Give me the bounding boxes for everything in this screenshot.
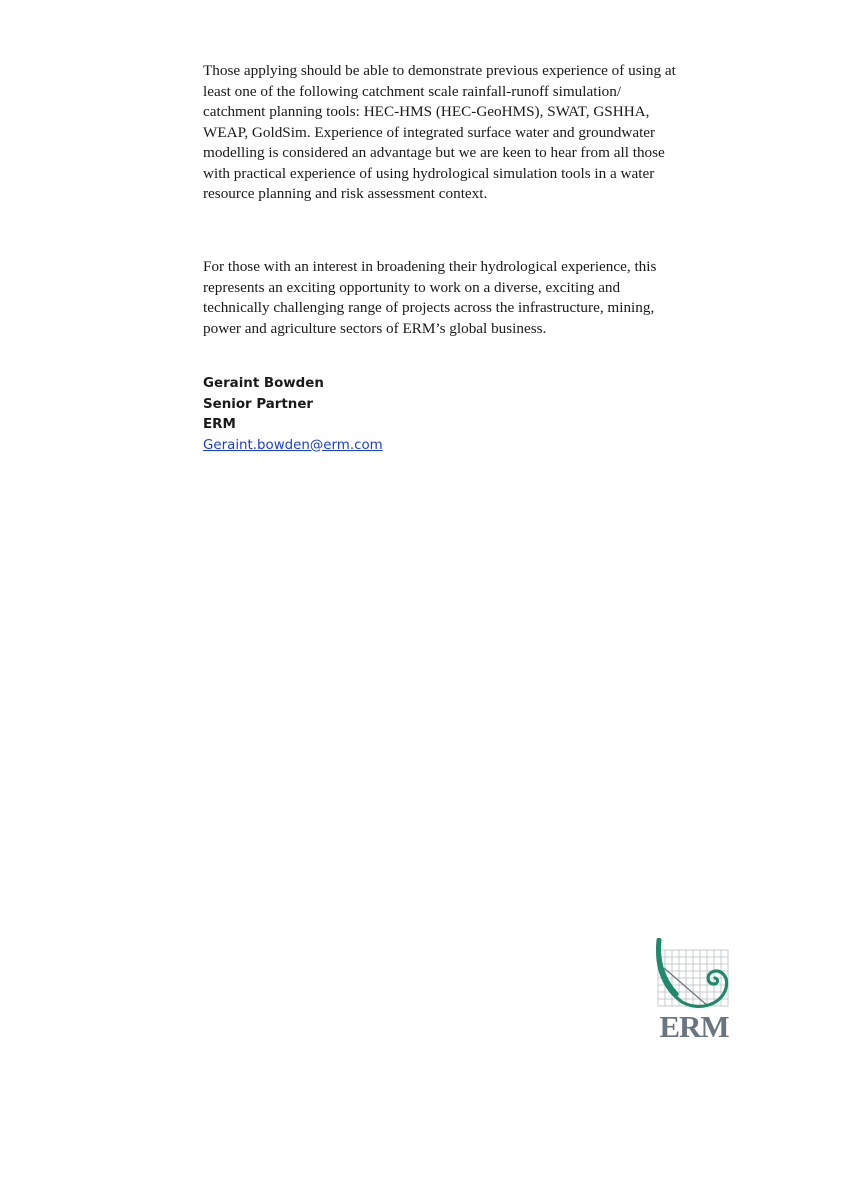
paragraph-line: Those applying should be able to demonstrate previous experience of using at — [203, 62, 676, 79]
erm-logo-wordmark: ERM — [659, 1009, 729, 1044]
signature-title: Senior Partner — [203, 396, 314, 412]
signature-email-link[interactable]: Geraint.bowden@erm.com — [203, 437, 383, 453]
paragraph-line: power and agriculture sectors of ERM’s global business. — [203, 319, 547, 337]
signature-block — [203, 374, 383, 456]
paragraph-line: For those with an interest in broadening their hydrological experience, this — [203, 258, 657, 275]
paragraph-experience-requirements — [203, 61, 763, 205]
paragraph-line: least one of the following catchment scale rainfall-runoff simulation/ — [203, 82, 622, 100]
paragraph-line: resource planning and risk assessment context. — [203, 185, 488, 202]
signature-name: Geraint Bowden — [203, 376, 324, 391]
erm-logo — [652, 938, 736, 1044]
paragraph-line: modelling is considered an advantage but we are keen to hear from all those — [203, 144, 665, 161]
erm-logo-icon — [652, 938, 736, 1010]
signature-company: ERM — [203, 417, 236, 432]
paragraph-line: technically challenging range of projects across the infrastructure, mining, — [203, 299, 655, 316]
paragraph-line: catchment planning tools: HEC-HMS (HEC-GeoHMS), SWAT, GSHHA, — [203, 103, 650, 120]
paragraph-opportunity — [203, 257, 763, 339]
paragraph-line: represents an exciting opportunity to work on a diverse, exciting and — [203, 278, 621, 296]
paragraph-line: WEAP, GoldSim. Experience of integrated surface water and groundwater — [203, 123, 656, 141]
paragraph-line: with practical experience of using hydrological simulation tools in a water — [203, 164, 655, 182]
